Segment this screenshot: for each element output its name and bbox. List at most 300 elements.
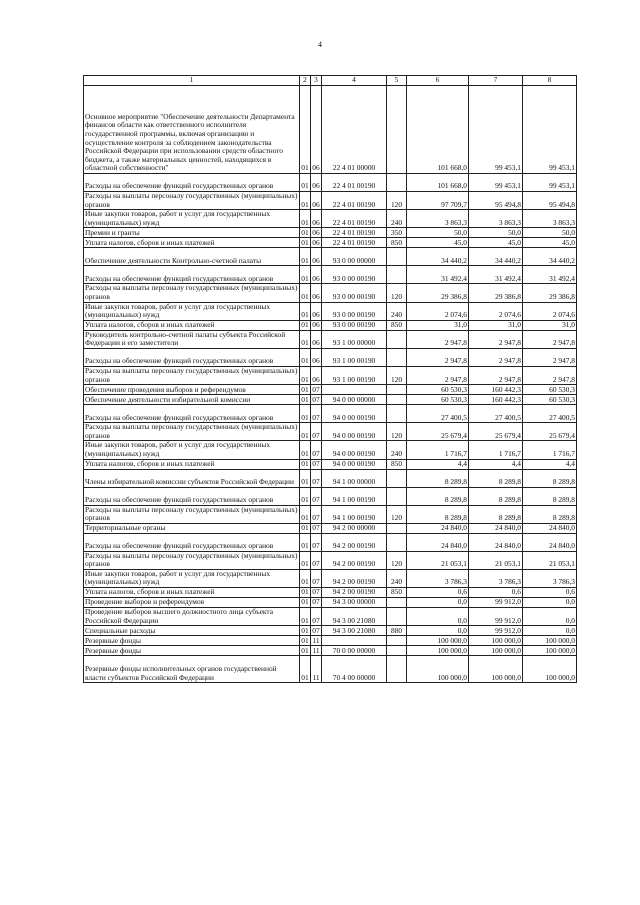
row-expense-type — [387, 330, 407, 348]
table-row — [84, 385, 577, 395]
col-header: 3 — [311, 76, 322, 86]
row-target-article: 94 2 00 00190 — [322, 569, 387, 587]
row-value-col8: 31 492,4 — [523, 266, 577, 284]
row-target-article — [322, 636, 387, 646]
table-row — [84, 330, 577, 348]
row-value-col8: 99 453,1 — [523, 86, 577, 174]
row-name: Члены избирательной комиссии субъектов Российской Федерации — [84, 469, 300, 487]
row-target-article: 93 0 00 00190 — [322, 320, 387, 330]
row-section: 01 — [300, 423, 311, 441]
row-value-col8: 60 530,3 — [523, 395, 577, 405]
row-subsection: 06 — [311, 266, 322, 284]
row-value-col7: 34 440,2 — [469, 248, 523, 266]
row-value-col6: 29 386,8 — [407, 284, 469, 302]
table-row — [84, 646, 577, 656]
row-value-col7: 50,0 — [469, 228, 523, 238]
row-value-col6: 34 440,2 — [407, 248, 469, 266]
row-value-col7: 99 453,1 — [469, 174, 523, 192]
page-number: 4 — [318, 40, 322, 49]
row-expense-type — [387, 487, 407, 505]
table-row — [84, 192, 577, 210]
row-expense-type: 120 — [387, 423, 407, 441]
row-target-article: 22 4 01 00190 — [322, 174, 387, 192]
row-target-article: 93 1 00 00000 — [322, 330, 387, 348]
row-value-col7: 2 074,6 — [469, 302, 523, 320]
row-section: 01 — [301, 320, 309, 330]
row-value-col6: 0,0 — [407, 598, 469, 608]
row-value-col8: 0,0 — [523, 626, 577, 636]
table-row — [84, 441, 577, 459]
row-subsection: 06 — [311, 302, 322, 320]
row-value-col8: 2 947,8 — [523, 366, 577, 384]
table-row — [84, 284, 577, 302]
row-value-col7: 8 289,8 — [469, 469, 523, 487]
col-header: 6 — [407, 76, 469, 86]
row-value-col8: 8 289,8 — [523, 469, 577, 487]
row-value-col6: 60 530,3 — [407, 385, 469, 395]
row-section: 01 — [301, 237, 309, 247]
row-value-col8: 8 289,8 — [523, 487, 577, 505]
row-expense-type — [387, 523, 407, 533]
row-name: Иные закупки товаров, работ и услуг для государственных (муниципальных) нужд — [84, 210, 300, 228]
row-value-col7: 2 947,8 — [469, 348, 523, 366]
row-value-col6: 25 679,4 — [407, 423, 469, 441]
row-subsection: 06 — [311, 366, 322, 384]
row-value-col7: 0,6 — [469, 588, 523, 598]
row-subsection: 07 — [312, 459, 320, 468]
row-value-col6: 21 053,1 — [407, 551, 469, 569]
row-target-article: 22 4 01 00190 — [322, 238, 387, 248]
row-section: 01 — [300, 487, 311, 505]
row-subsection: 07 — [311, 505, 322, 523]
table-row — [84, 523, 577, 533]
row-value-col7: 4,4 — [469, 459, 523, 469]
row-value-col8: 0,0 — [523, 598, 577, 608]
row-expense-type — [387, 395, 407, 405]
row-name: Расходы на выплаты персоналу государственных (муниципальных) органов — [84, 423, 300, 441]
row-subsection: 07 — [312, 523, 320, 533]
table-row — [84, 248, 577, 266]
row-name: Резервные фонды — [84, 636, 300, 646]
row-value-col7: 31 492,4 — [469, 266, 523, 284]
row-target-article: 93 0 00 00190 — [322, 284, 387, 302]
row-section: 01 — [300, 248, 311, 266]
row-target-article: 93 0 00 00000 — [322, 248, 387, 266]
row-subsection: 07 — [312, 587, 320, 597]
row-target-article: 93 0 00 00190 — [322, 266, 387, 284]
row-value-col6: 0,0 — [407, 608, 469, 626]
row-value-col7: 99 912,0 — [469, 598, 523, 608]
row-section: 01 — [300, 330, 311, 348]
row-value-col6: 101 668,0 — [407, 174, 469, 192]
row-section: 01 — [300, 656, 311, 683]
row-subsection: 06 — [311, 248, 322, 266]
row-expense-type: 240 — [387, 569, 407, 587]
row-expense-type — [387, 174, 407, 192]
row-value-col7: 99 912,0 — [469, 626, 523, 636]
row-section: 01 — [301, 635, 309, 645]
row-value-col7: 25 679,4 — [469, 423, 523, 441]
row-value-col8: 50,0 — [523, 228, 577, 238]
row-target-article: 94 2 00 00000 — [322, 523, 387, 533]
row-value-col6: 100 000,0 — [407, 636, 469, 646]
row-section: 01 — [300, 569, 311, 587]
table-row — [84, 302, 577, 320]
row-expense-type: 120 — [387, 366, 407, 384]
row-name: Уплата налогов, сборов и иных платежей — [84, 320, 300, 330]
row-value-col8: 25 679,4 — [523, 423, 577, 441]
table-row — [84, 266, 577, 284]
row-value-col6: 2 947,8 — [407, 366, 469, 384]
table-row — [84, 469, 577, 487]
row-value-col7: 3 863,3 — [469, 210, 523, 228]
row-section: 01 — [300, 505, 311, 523]
row-section: 01 — [301, 227, 309, 237]
row-name: Резервные фонды исполнительных органов государственной власти субъектов Российской Федерации — [84, 656, 300, 683]
row-value-col7: 100 000,0 — [469, 656, 523, 683]
row-name: Уплата налогов, сборов и иных платежей — [84, 459, 300, 469]
row-expense-type: 850 — [387, 459, 407, 469]
header-row — [84, 76, 577, 86]
row-expense-type: 240 — [387, 210, 407, 228]
table-row — [84, 551, 577, 569]
row-subsection: 06 — [311, 330, 322, 348]
row-value-col7: 29 386,8 — [469, 284, 523, 302]
row-name: Расходы на обеспечение функций государственных органов — [84, 174, 300, 192]
row-value-col8: 3 863,3 — [523, 210, 577, 228]
row-target-article: 94 0 00 00190 — [322, 423, 387, 441]
row-value-col6: 31,0 — [407, 320, 469, 330]
row-subsection: 06 — [312, 237, 320, 247]
row-value-col8: 27 400,5 — [523, 405, 577, 423]
row-section: 01 — [300, 192, 311, 210]
row-subsection: 06 — [312, 320, 320, 330]
row-value-col8: 24 840,0 — [523, 523, 577, 533]
row-target-article: 22 4 01 00190 — [322, 228, 387, 238]
row-value-col6: 45,0 — [407, 238, 469, 248]
row-value-col7: 160 442,3 — [469, 395, 523, 405]
row-name: Расходы на выплаты персоналу государственных (муниципальных) органов — [84, 284, 300, 302]
row-subsection: 11 — [312, 635, 320, 645]
row-subsection: 07 — [312, 597, 320, 607]
row-expense-type — [387, 86, 407, 174]
row-value-col7: 2 947,8 — [469, 330, 523, 348]
row-value-col8: 95 494,8 — [523, 192, 577, 210]
row-target-article: 94 3 00 00000 — [322, 598, 387, 608]
row-name: Обеспечение деятельности избирательной комиссии — [84, 395, 300, 405]
row-section: 01 — [300, 348, 311, 366]
row-value-col7: 21 053,1 — [469, 551, 523, 569]
budget-table — [83, 75, 577, 683]
row-value-col8: 99 453,1 — [523, 174, 577, 192]
row-expense-type — [387, 348, 407, 366]
table-row — [84, 423, 577, 441]
row-expense-type: 240 — [387, 441, 407, 459]
row-name: Специальные расходы — [84, 626, 300, 636]
row-subsection: 07 — [311, 423, 322, 441]
table-row — [84, 626, 577, 636]
row-subsection: 06 — [311, 86, 322, 174]
table-row — [84, 598, 577, 608]
row-value-col6: 2 947,8 — [407, 330, 469, 348]
row-section: 01 — [301, 523, 309, 533]
row-value-col8: 1 716,7 — [523, 441, 577, 459]
row-value-col6: 50,0 — [407, 228, 469, 238]
col-header: 2 — [300, 76, 311, 86]
row-value-col7: 95 494,8 — [469, 192, 523, 210]
row-expense-type — [387, 266, 407, 284]
row-value-col7: 8 289,8 — [469, 487, 523, 505]
row-value-col6: 1 716,7 — [407, 441, 469, 459]
row-value-col6: 3 786,3 — [407, 569, 469, 587]
row-expense-type — [387, 646, 407, 656]
row-expense-type: 850 — [387, 238, 407, 248]
row-name: Расходы на выплаты персоналу государственных (муниципальных) органов — [84, 551, 300, 569]
row-value-col6: 2 074,6 — [407, 302, 469, 320]
table-row — [84, 405, 577, 423]
row-value-col6: 8 289,8 — [407, 469, 469, 487]
row-name: Основное мероприятие "Обеспечение деятельности Департамента финансов области как ответственного исполнителя государственной программы, включая организацию и осуществление контроля за соблюдением законодательства Российской Федерации при использовании средств областного бюджета, а также материальных ценностей, находящихся в областной собственности" — [84, 86, 300, 174]
row-subsection: 06 — [311, 174, 322, 192]
row-target-article: 94 1 00 00190 — [322, 505, 387, 523]
row-value-col6: 97 709,7 — [407, 192, 469, 210]
row-expense-type — [387, 656, 407, 683]
row-expense-type: 120 — [387, 505, 407, 523]
row-expense-type — [387, 248, 407, 266]
row-target-article: 22 4 01 00190 — [322, 210, 387, 228]
row-section: 01 — [301, 394, 309, 404]
row-expense-type: 850 — [387, 588, 407, 598]
row-section: 01 — [301, 384, 309, 394]
row-subsection: 06 — [312, 227, 320, 237]
row-target-article: 94 0 00 00190 — [322, 441, 387, 459]
row-name: Иные закупки товаров, работ и услуг для государственных (муниципальных) нужд — [84, 302, 300, 320]
table-row — [84, 210, 577, 228]
row-name: Руководитель контрольно-счетной палаты субъекта Российской Федерации и его заместители — [84, 330, 300, 348]
row-subsection: 06 — [311, 348, 322, 366]
row-subsection: 07 — [312, 384, 320, 394]
table-row — [84, 395, 577, 405]
row-expense-type: 880 — [387, 626, 407, 636]
row-section: 01 — [300, 86, 311, 174]
row-name: Расходы на обеспечение функций государственных органов — [84, 405, 300, 423]
table-row — [84, 238, 577, 248]
row-name: Уплата налогов, сборов и иных платежей — [84, 588, 300, 598]
table-row — [84, 86, 577, 174]
row-name: Проведение выборов высшего должностного лица субъекта Российской Федерации — [84, 608, 300, 626]
row-expense-type — [387, 533, 407, 551]
table-row — [84, 320, 577, 330]
row-value-col8: 34 440,2 — [523, 248, 577, 266]
row-name: Расходы на обеспечение функций государственных органов — [84, 266, 300, 284]
row-section: 01 — [301, 459, 309, 468]
row-value-col6: 27 400,5 — [407, 405, 469, 423]
row-target-article: 93 1 00 00190 — [322, 366, 387, 384]
row-subsection: 07 — [312, 394, 320, 404]
row-subsection: 07 — [311, 405, 322, 423]
row-value-col8: 0,0 — [523, 608, 577, 626]
row-value-col7: 1 716,7 — [469, 441, 523, 459]
row-expense-type: 350 — [387, 228, 407, 238]
col-header: 7 — [469, 76, 523, 86]
row-section: 01 — [300, 533, 311, 551]
row-target-article: 22 4 01 00190 — [322, 192, 387, 210]
row-subsection: 06 — [311, 284, 322, 302]
row-target-article: 93 0 00 00190 — [322, 302, 387, 320]
row-value-col6: 3 863,3 — [407, 210, 469, 228]
row-target-article: 94 2 00 00190 — [322, 551, 387, 569]
row-expense-type — [387, 636, 407, 646]
table-row — [84, 366, 577, 384]
row-section: 01 — [300, 174, 311, 192]
row-expense-type — [387, 469, 407, 487]
col-header: 8 — [523, 76, 577, 86]
row-value-col7: 24 840,0 — [469, 523, 523, 533]
row-expense-type: 120 — [387, 192, 407, 210]
table-row — [84, 459, 577, 469]
row-subsection: 11 — [311, 656, 322, 683]
row-value-col7: 99 912,0 — [469, 608, 523, 626]
row-subsection: 07 — [311, 487, 322, 505]
row-value-col6: 8 289,8 — [407, 487, 469, 505]
row-target-article: 94 2 00 00190 — [322, 533, 387, 551]
row-expense-type: 120 — [387, 284, 407, 302]
row-name: Проведение выборов и референдумов — [84, 598, 300, 608]
row-target-article: 22 4 01 00000 — [322, 86, 387, 174]
row-target-article: 94 1 00 00000 — [322, 469, 387, 487]
row-value-col8: 8 289,8 — [523, 505, 577, 523]
row-name: Иные закупки товаров, работ и услуг для государственных (муниципальных) нужд — [84, 569, 300, 587]
row-name: Премии и гранты — [84, 228, 300, 238]
row-name: Обеспечение проведения выборов и референдумов — [84, 385, 300, 395]
row-section: 01 — [301, 625, 309, 635]
row-target-article: 94 0 00 00190 — [322, 405, 387, 423]
table-row — [84, 228, 577, 238]
row-value-col7: 3 786,3 — [469, 569, 523, 587]
table-row — [84, 348, 577, 366]
row-value-col8: 29 386,8 — [523, 284, 577, 302]
row-section: 01 — [300, 302, 311, 320]
row-value-col7: 27 400,5 — [469, 405, 523, 423]
col-header: 5 — [387, 76, 407, 86]
row-value-col8: 2 947,8 — [523, 348, 577, 366]
row-subsection: 07 — [311, 608, 322, 626]
table-row — [84, 569, 577, 587]
row-value-col7: 100 000,0 — [469, 646, 523, 656]
row-value-col8: 2 074,6 — [523, 302, 577, 320]
row-value-col6: 0,0 — [407, 626, 469, 636]
row-target-article: 93 1 00 00190 — [322, 348, 387, 366]
row-subsection: 07 — [311, 551, 322, 569]
row-section: 01 — [300, 266, 311, 284]
row-value-col7: 31,0 — [469, 320, 523, 330]
row-value-col6: 24 840,0 — [407, 523, 469, 533]
row-name: Уплата налогов, сборов и иных платежей — [84, 238, 300, 248]
col-header: 1 — [84, 76, 300, 86]
row-section: 01 — [301, 597, 309, 607]
row-name: Расходы на обеспечение функций государственных органов — [84, 348, 300, 366]
row-target-article: 94 0 00 00000 — [322, 395, 387, 405]
row-value-col8: 60 530,3 — [523, 385, 577, 395]
row-section: 01 — [300, 405, 311, 423]
row-subsection: 07 — [311, 441, 322, 459]
row-value-col8: 2 947,8 — [523, 330, 577, 348]
row-value-col7: 99 453,1 — [469, 86, 523, 174]
row-target-article: 94 1 00 00190 — [322, 487, 387, 505]
row-value-col8: 100 000,0 — [523, 646, 577, 656]
row-name: Иные закупки товаров, работ и услуг для государственных (муниципальных) нужд — [84, 441, 300, 459]
row-section: 01 — [300, 284, 311, 302]
table-row — [84, 487, 577, 505]
row-target-article: 70 0 00 00000 — [322, 646, 387, 656]
row-section: 01 — [300, 366, 311, 384]
row-expense-type: 240 — [387, 302, 407, 320]
table-body — [84, 86, 577, 683]
row-name: Расходы на выплаты персоналу государственных (муниципальных) органов — [84, 366, 300, 384]
row-value-col6: 0,6 — [407, 588, 469, 598]
row-target-article: 94 3 00 21080 — [322, 626, 387, 636]
row-expense-type — [387, 598, 407, 608]
row-value-col7: 45,0 — [469, 238, 523, 248]
table-row — [84, 174, 577, 192]
row-value-col7: 8 289,8 — [469, 505, 523, 523]
row-section: 01 — [300, 441, 311, 459]
row-target-article — [322, 385, 387, 395]
row-section: 01 — [300, 551, 311, 569]
table-row — [84, 656, 577, 683]
row-value-col7: 2 947,8 — [469, 366, 523, 384]
row-value-col8: 100 000,0 — [523, 636, 577, 646]
row-name: Обеспечение деятельности Контрольно-счетной палаты — [84, 248, 300, 266]
row-target-article: 94 0 00 00190 — [322, 459, 387, 469]
row-subsection: 06 — [311, 192, 322, 210]
row-subsection: 07 — [312, 625, 320, 635]
row-expense-type: 850 — [387, 320, 407, 330]
row-name: Расходы на обеспечение функций государственных органов — [84, 487, 300, 505]
row-expense-type — [387, 385, 407, 395]
row-value-col8: 3 786,3 — [523, 569, 577, 587]
table-row — [84, 608, 577, 626]
row-value-col6: 2 947,8 — [407, 348, 469, 366]
row-subsection: 11 — [312, 645, 320, 655]
row-subsection: 07 — [311, 533, 322, 551]
row-subsection: 07 — [311, 569, 322, 587]
row-value-col6: 100 000,0 — [407, 656, 469, 683]
row-section: 01 — [301, 645, 309, 655]
row-value-col8: 4,4 — [523, 459, 577, 469]
col-header: 4 — [322, 76, 387, 86]
row-value-col7: 100 000,0 — [469, 636, 523, 646]
row-name: Расходы на обеспечение функций государственных органов — [84, 533, 300, 551]
table-row — [84, 636, 577, 646]
table-row — [84, 533, 577, 551]
row-value-col6: 4,4 — [407, 459, 469, 469]
row-section: 01 — [300, 210, 311, 228]
row-value-col8: 31,0 — [523, 320, 577, 330]
row-value-col6: 24 840,0 — [407, 533, 469, 551]
table-row — [84, 588, 577, 598]
row-name: Территориальные органы — [84, 523, 300, 533]
row-target-article: 94 2 00 00190 — [322, 588, 387, 598]
row-value-col6: 60 530,3 — [407, 395, 469, 405]
row-value-col7: 160 442,3 — [469, 385, 523, 395]
row-target-article: 94 3 00 21080 — [322, 608, 387, 626]
row-value-col6: 8 289,8 — [407, 505, 469, 523]
row-name: Расходы на выплаты персоналу государственных (муниципальных) органов — [84, 192, 300, 210]
row-value-col6: 31 492,4 — [407, 266, 469, 284]
row-target-article: 70 4 00 00000 — [322, 656, 387, 683]
row-subsection: 07 — [311, 469, 322, 487]
